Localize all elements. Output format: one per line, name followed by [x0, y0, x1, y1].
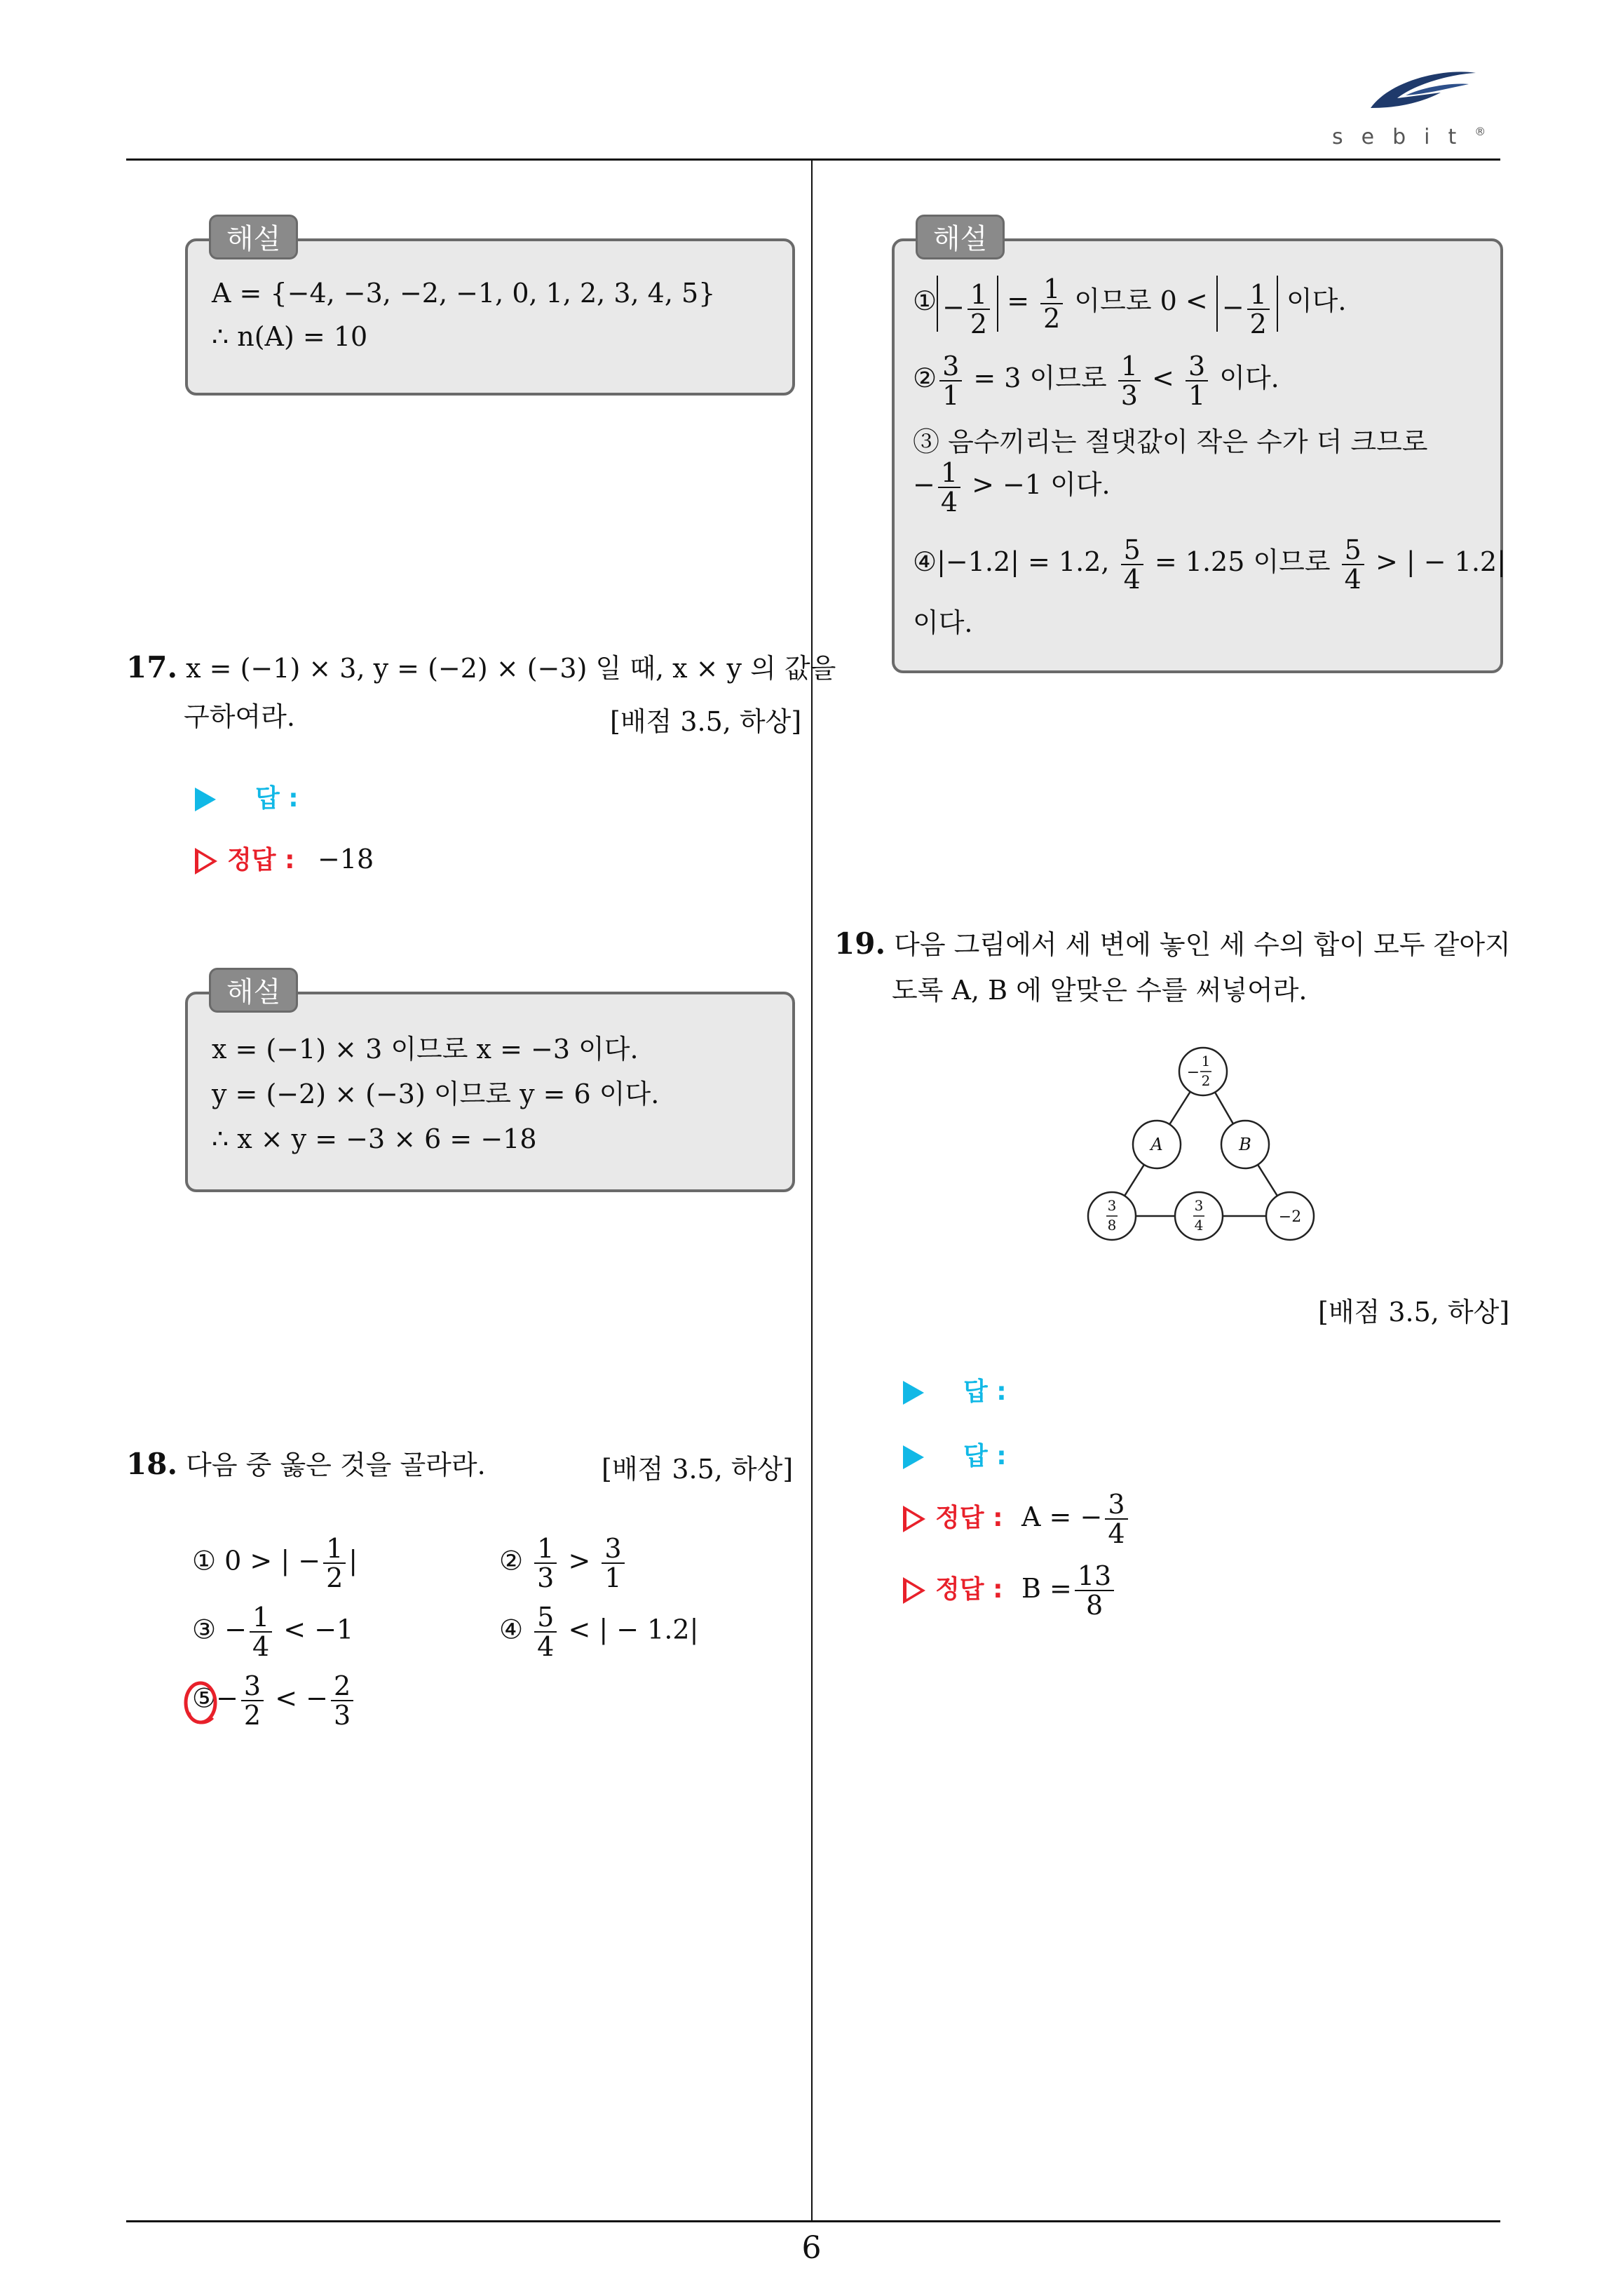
sol1-sign-b: −	[1221, 291, 1244, 323]
choice-1-post: |	[348, 1545, 358, 1576]
sol1-text: 이므로 0 <	[1074, 285, 1208, 316]
choice-5-fraction-a	[241, 1672, 264, 1729]
bl-num: 3	[1107, 1197, 1117, 1214]
choice-2-fraction-b	[602, 1534, 624, 1592]
choice-5-fraction-b	[331, 1672, 353, 1729]
q18-sol-line6: 이다.	[913, 607, 973, 638]
q19-key-a-num: 3	[1105, 1490, 1127, 1520]
node-a-label: A	[1150, 1135, 1163, 1154]
logo-mark: ®	[1474, 125, 1486, 138]
sol2-num-a: 3	[939, 352, 962, 381]
sol1-num-c: 1	[1247, 281, 1270, 310]
q17-key-value: −18	[318, 844, 374, 874]
sol1-frac-a	[967, 281, 990, 338]
q18-choice-3[interactable]	[192, 1603, 353, 1661]
sol1-mark: ①	[913, 285, 937, 316]
choice-4-post: < | − 1.2|	[568, 1614, 699, 1645]
sol2-den-a: 1	[942, 379, 960, 411]
choice-5-den-a: 2	[243, 1700, 262, 1731]
choice-3-mark: ③	[192, 1614, 217, 1645]
q16-sol-line1: A = {−4, −3, −2, −1, 0, 1, 2, 3, 4, 5}	[212, 278, 716, 309]
node-b-label: B	[1239, 1135, 1251, 1154]
sol1-den-b: 2	[1043, 302, 1061, 334]
sol5-num-a: 5	[1121, 536, 1143, 565]
q16-solution-box	[185, 238, 795, 396]
q19-key-b-prefix: B =	[1021, 1573, 1072, 1604]
q17-solution-box	[185, 992, 795, 1192]
sol1-num-b: 1	[1040, 275, 1063, 304]
choice-2-fraction-a	[534, 1534, 557, 1592]
q17-text-line1: x = (−1) × 3, y = (−2) × (−3) 일 때, x × y 의 값을	[186, 653, 836, 684]
sol2-den-b: 3	[1120, 379, 1138, 411]
bm-num: 3	[1194, 1197, 1204, 1214]
top-num: 1	[1201, 1053, 1211, 1069]
q17-key-prompt: 정답 :	[227, 846, 295, 874]
q17-answer-label	[195, 778, 299, 814]
q18-question	[126, 1447, 486, 1482]
sebit-logo-icon	[1364, 65, 1483, 121]
q19-key-a	[903, 1485, 1131, 1550]
sol5-frac-a	[1121, 536, 1143, 593]
q17-key	[195, 840, 374, 876]
q17-number: 17.	[126, 650, 178, 684]
key-arrow-icon	[903, 1506, 925, 1532]
sol2-num-b: 1	[1118, 352, 1141, 381]
q19-key-a-den: 4	[1108, 1518, 1125, 1549]
sol4-text: > −1 이다.	[972, 469, 1111, 500]
choice-2-num-b: 3	[602, 1534, 624, 1564]
sol2-frac-a	[939, 352, 962, 410]
q19-key-b-fraction	[1075, 1562, 1114, 1619]
choice-5-den-b: 3	[333, 1700, 351, 1731]
sol1-abs-a	[937, 276, 998, 339]
choice-5-num-a: 3	[241, 1672, 264, 1701]
q18-choice-4[interactable]	[499, 1603, 698, 1661]
sol2-mark: ②	[913, 363, 937, 393]
q17-sol-line2: y = (−2) × (−3) 이므로 y = 6 이다.	[212, 1079, 660, 1109]
q19-key-prompt-b: 정답 :	[935, 1575, 1003, 1604]
choice-2-mark: ②	[499, 1545, 524, 1576]
choice-1-num: 1	[323, 1534, 346, 1564]
q18-number: 18.	[126, 1447, 178, 1481]
q19-triangle-diagram	[1073, 1045, 1325, 1255]
sol1-frac-b	[1040, 275, 1063, 332]
q16-haeseol-tag: 해설	[209, 215, 298, 259]
sol1-eq: =	[1007, 285, 1030, 316]
choice-1-fraction	[323, 1534, 346, 1592]
q19-key-a-prefix: A = −	[1021, 1501, 1103, 1532]
bm-den: 4	[1194, 1217, 1204, 1234]
sol1-den-c: 2	[1249, 309, 1267, 339]
sol1-abs-b	[1216, 276, 1278, 339]
sol5-num-b: 5	[1342, 536, 1364, 565]
q18-haeseol-tag: 해설	[916, 215, 1005, 259]
answer-arrow-icon	[195, 788, 216, 811]
choice-2-den-a: 3	[537, 1562, 555, 1593]
q18-choice-1[interactable]	[192, 1534, 358, 1592]
sol2-frac-c	[1186, 352, 1208, 410]
q19-key-b-num: 13	[1075, 1562, 1114, 1591]
q19-answer-prompt-b: 답 :	[963, 1442, 1007, 1471]
choice-1-pre: 0 > | −	[224, 1545, 321, 1576]
sol1-sign-a: −	[942, 291, 965, 323]
choice-3-post: < −1	[283, 1614, 354, 1645]
logo-word: sebit	[1332, 125, 1475, 149]
choice-1-den: 2	[326, 1562, 344, 1593]
footer-rule	[126, 2220, 1500, 2222]
sol4-sign: −	[913, 469, 935, 500]
q19-key-b	[903, 1557, 1117, 1621]
choice-5-pre: −	[216, 1682, 238, 1714]
q19-key-prompt-a: 정답 :	[935, 1504, 1003, 1532]
answer-arrow-icon	[903, 1381, 924, 1405]
header-rule	[126, 158, 1500, 161]
sol1-den-a: 2	[970, 309, 988, 339]
q18-text: 다음 중 옳은 것을 골라라.	[186, 1450, 486, 1480]
sol2-end: 이다.	[1219, 363, 1279, 393]
br-value: −2	[1278, 1208, 1302, 1226]
sol2-frac-b	[1118, 352, 1141, 410]
sol5-text-b: = 1.25 이므로	[1154, 546, 1331, 577]
top-den: 2	[1201, 1072, 1211, 1089]
choice-5-op: < −	[275, 1682, 328, 1714]
q19-answer-label-a	[903, 1372, 1007, 1407]
sol4-den: 4	[940, 486, 958, 518]
sol5-text-c: > | − 1.2|	[1375, 546, 1506, 577]
sol5-den-b: 4	[1344, 563, 1361, 595]
sol5-den-a: 4	[1123, 563, 1141, 595]
q19-key-a-fraction	[1105, 1490, 1127, 1548]
key-arrow-icon	[903, 1577, 925, 1604]
choice-3-fraction	[250, 1603, 272, 1661]
q18-sol-line4	[913, 453, 1111, 516]
q19-number: 19.	[834, 926, 886, 961]
correct-answer-circle-icon	[184, 1677, 217, 1729]
key-arrow-icon	[195, 848, 217, 874]
sol2-text: = 3 이므로	[973, 363, 1107, 393]
answer-arrow-icon	[903, 1445, 924, 1469]
column-divider	[811, 160, 813, 2221]
q17-answer-prompt: 답 :	[255, 784, 299, 813]
q17-haeseol-tag: 해설	[209, 968, 298, 1013]
choice-1-mark: ①	[192, 1545, 217, 1576]
choice-5-num-b: 2	[331, 1672, 353, 1701]
q18-sol-line3: ③ 음수끼리는 절댓값이 작은 수가 더 크므로	[913, 426, 1428, 457]
page-number: 6	[801, 2230, 822, 2266]
sol1-num-a: 1	[967, 281, 990, 310]
q16-sol-line2: ∴ n(A) = 10	[212, 321, 368, 352]
choice-3-pre: −	[224, 1614, 247, 1645]
bl-den: 8	[1107, 1217, 1117, 1234]
q19-text-line2: 도록 A, B 에 알맞은 수를 써넣어라.	[892, 975, 1308, 1006]
q18-score: [배점 3.5, 하상]	[602, 1454, 794, 1485]
q17-score: [배점 3.5, 하상]	[610, 706, 802, 737]
q19-answer-label-b	[903, 1436, 1007, 1472]
choice-4-num: 5	[534, 1603, 557, 1633]
choice-3-den: 4	[252, 1631, 270, 1662]
q19-text-line1: 다음 그림에서 세 변에 놓인 세 수의 합이 모두 같아지	[894, 929, 1511, 960]
sol4-frac	[938, 459, 960, 516]
q19-key-b-den: 8	[1085, 1590, 1103, 1621]
logo-text	[1332, 125, 1486, 149]
choice-3-num: 1	[250, 1603, 272, 1633]
q19-score: [배점 3.5, 하상]	[1318, 1297, 1510, 1328]
sol2-num-c: 3	[1186, 352, 1208, 381]
q18-solution-box	[892, 238, 1506, 673]
q19-question	[834, 927, 1511, 961]
sol2-den-c: 1	[1188, 379, 1206, 411]
sol1-frac-c	[1247, 281, 1270, 338]
q18-sol-line5	[913, 530, 1506, 593]
sol2-op: <	[1152, 363, 1174, 393]
choice-2-num-a: 1	[534, 1534, 557, 1564]
q18-choice-2[interactable]	[499, 1534, 627, 1592]
q17-text-line2: 구하여라.	[184, 701, 295, 732]
choice-4-mark: ④	[499, 1614, 524, 1645]
q18-sol-line1	[913, 269, 1347, 339]
choice-4-fraction	[534, 1603, 557, 1661]
choice-5-mark: ⑤	[192, 1682, 217, 1714]
q17-question	[126, 651, 836, 685]
choice-2-op: >	[568, 1545, 591, 1576]
q19-answer-prompt-a: 답 :	[963, 1377, 1007, 1406]
sol4-num: 1	[938, 459, 960, 488]
q17-sol-line3: ∴ x × y = −3 × 6 = −18	[212, 1123, 537, 1154]
choice-2-den-b: 1	[604, 1562, 622, 1593]
q17-sol-line1: x = (−1) × 3 이므로 x = −3 이다.	[212, 1034, 639, 1065]
sol5-text-a: ④|−1.2| = 1.2,	[913, 546, 1110, 577]
top-sign: −	[1186, 1064, 1200, 1081]
q18-sol-line2	[913, 346, 1279, 410]
sol5-frac-b	[1342, 536, 1364, 593]
sol1-end: 이다.	[1286, 285, 1347, 316]
choice-4-den: 4	[537, 1631, 555, 1662]
